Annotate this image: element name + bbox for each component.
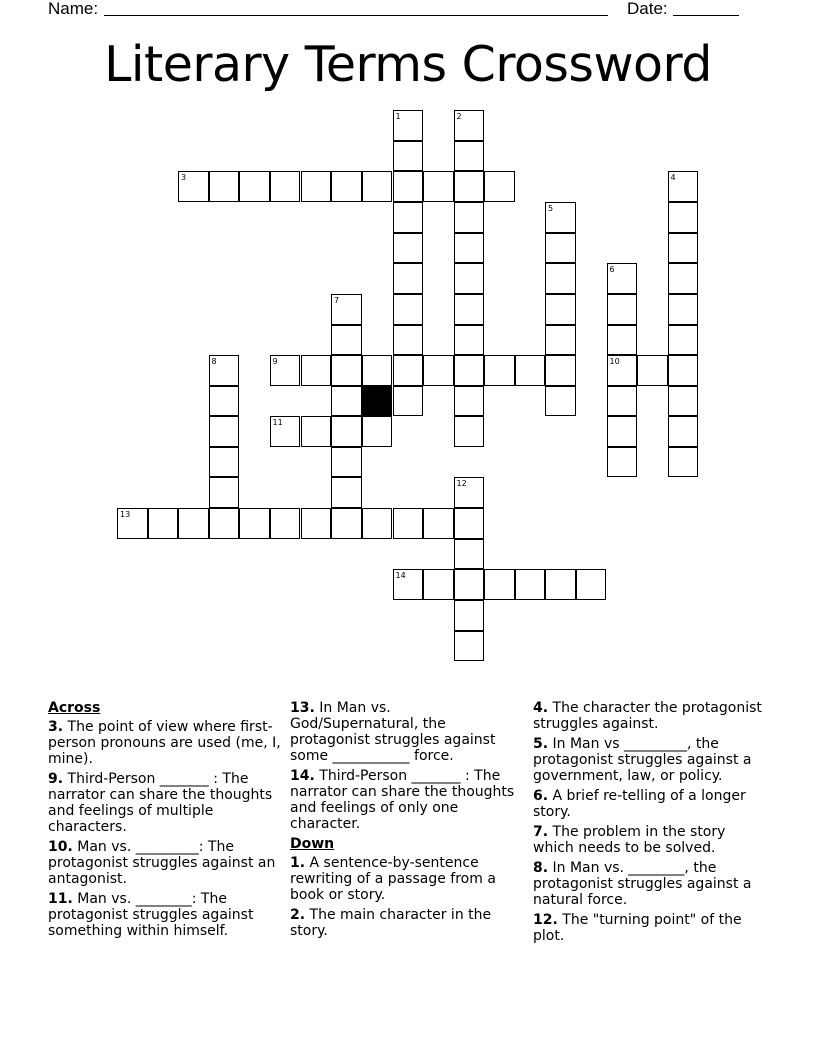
grid-cell[interactable] bbox=[545, 569, 576, 600]
grid-cell[interactable] bbox=[515, 355, 546, 386]
grid-cell[interactable] bbox=[454, 233, 485, 264]
clue-text: Man vs. ________: The protagonist struggles against something within himself. bbox=[48, 891, 254, 939]
grid-cell[interactable] bbox=[545, 263, 576, 294]
clue-number: 5 bbox=[548, 204, 554, 213]
clues-column-1 bbox=[48, 700, 284, 943]
clue-num: 1. bbox=[290, 855, 306, 871]
clue-num: 3. bbox=[48, 719, 64, 735]
grid-cell[interactable] bbox=[331, 416, 362, 447]
clue-text: Third-Person _______ : The narrator can share the thoughts and feelings of multiple characters. bbox=[48, 771, 273, 835]
clues-column-2 bbox=[290, 700, 518, 943]
grid-cell[interactable] bbox=[393, 294, 424, 325]
across-clue bbox=[48, 771, 284, 835]
grid-cell[interactable] bbox=[454, 508, 485, 539]
grid-cell[interactable] bbox=[270, 355, 301, 386]
grid-cell[interactable] bbox=[454, 416, 485, 447]
grid-cell[interactable] bbox=[454, 477, 485, 508]
grid-cell[interactable] bbox=[301, 508, 332, 539]
grid-cell[interactable] bbox=[239, 171, 270, 202]
clue-num: 10. bbox=[48, 839, 73, 855]
grid-cell[interactable] bbox=[454, 294, 485, 325]
grid-cell[interactable] bbox=[607, 263, 638, 294]
across-clue bbox=[48, 891, 284, 939]
grid-cell[interactable] bbox=[545, 294, 576, 325]
grid-cell[interactable] bbox=[607, 386, 638, 417]
clue-text: A brief re-telling of a longer story. bbox=[533, 788, 746, 820]
grid-cell[interactable] bbox=[209, 386, 240, 417]
clue-num: 8. bbox=[533, 860, 549, 876]
grid-cell[interactable] bbox=[515, 569, 546, 600]
grid-cell[interactable] bbox=[454, 569, 485, 600]
grid-cell[interactable] bbox=[668, 294, 699, 325]
grid-cell[interactable] bbox=[545, 386, 576, 417]
clue-number: 10 bbox=[609, 357, 620, 366]
clue-num: 11. bbox=[48, 891, 73, 907]
grid-cell[interactable] bbox=[668, 263, 699, 294]
down-clue bbox=[533, 824, 769, 856]
grid-cell[interactable] bbox=[117, 508, 148, 539]
grid-cell[interactable] bbox=[331, 325, 362, 356]
down-heading: Down bbox=[290, 836, 335, 852]
grid-cell[interactable] bbox=[270, 416, 301, 447]
clue-num: 2. bbox=[290, 907, 306, 923]
grid-cell[interactable] bbox=[423, 569, 454, 600]
clue-num: 5. bbox=[533, 736, 549, 752]
grid-cell[interactable] bbox=[393, 171, 424, 202]
grid-cell[interactable] bbox=[607, 294, 638, 325]
grid-cell[interactable] bbox=[668, 171, 699, 202]
grid-cell[interactable] bbox=[454, 386, 485, 417]
across-clue bbox=[290, 768, 518, 832]
grid-cell[interactable] bbox=[209, 416, 240, 447]
grid-cell[interactable] bbox=[362, 355, 393, 386]
grid-cell[interactable] bbox=[668, 355, 699, 386]
grid-cell[interactable] bbox=[178, 508, 209, 539]
grid-cell[interactable] bbox=[331, 171, 362, 202]
grid-cell[interactable] bbox=[454, 355, 485, 386]
down-clue bbox=[533, 788, 769, 820]
clue-num: 13. bbox=[290, 700, 315, 716]
clue-text: A sentence-by-sentence rewriting of a passage from a book or story. bbox=[290, 855, 496, 903]
clue-text: The main character in the story. bbox=[290, 907, 492, 939]
clue-number: 4 bbox=[670, 173, 676, 182]
down-clue bbox=[533, 860, 769, 908]
grid-cell[interactable] bbox=[454, 539, 485, 570]
grid-cell[interactable] bbox=[301, 416, 332, 447]
grid-cell[interactable] bbox=[209, 171, 240, 202]
grid-cell[interactable] bbox=[607, 355, 638, 386]
grid-cell[interactable] bbox=[484, 171, 515, 202]
grid-cell[interactable] bbox=[331, 477, 362, 508]
grid-cell[interactable] bbox=[668, 233, 699, 264]
grid-cell[interactable] bbox=[454, 110, 485, 141]
clue-text: Man vs. _________: The protagonist struggles against an antagonist. bbox=[48, 839, 276, 887]
across-clue bbox=[48, 839, 284, 887]
clue-number: 1 bbox=[395, 112, 401, 121]
grid-cell[interactable] bbox=[454, 325, 485, 356]
clue-number: 2 bbox=[456, 112, 462, 121]
grid-cell[interactable] bbox=[301, 171, 332, 202]
down-clue bbox=[533, 736, 769, 784]
grid-cell[interactable] bbox=[423, 355, 454, 386]
grid-cell[interactable] bbox=[484, 355, 515, 386]
name-label: Name: bbox=[48, 0, 99, 18]
grid-cell[interactable] bbox=[607, 447, 638, 478]
grid-cell[interactable] bbox=[454, 600, 485, 631]
grid-cell[interactable] bbox=[454, 141, 485, 172]
clue-text: The problem in the story which needs to be solved. bbox=[533, 824, 726, 856]
clue-number: 13 bbox=[120, 510, 131, 519]
clue-number: 9 bbox=[272, 357, 278, 366]
clue-number: 6 bbox=[609, 265, 615, 274]
grid-cell[interactable] bbox=[668, 416, 699, 447]
grid-cell[interactable] bbox=[331, 447, 362, 478]
down-clue bbox=[533, 700, 769, 732]
clue-text: Third-Person _______ : The narrator can share the thoughts and feelings of only one character. bbox=[290, 768, 515, 832]
clue-num: 12. bbox=[533, 912, 558, 928]
grid-cell[interactable] bbox=[576, 569, 607, 600]
grid-cell[interactable] bbox=[239, 508, 270, 539]
grid-cell[interactable] bbox=[545, 233, 576, 264]
grid-cell[interactable] bbox=[393, 141, 424, 172]
grid-cell[interactable] bbox=[270, 508, 301, 539]
grid-cell[interactable] bbox=[393, 110, 424, 141]
clue-text: The "turning point" of the plot. bbox=[533, 912, 742, 944]
down-clue bbox=[290, 907, 518, 939]
grid-cell[interactable] bbox=[668, 325, 699, 356]
grid-cell[interactable] bbox=[331, 508, 362, 539]
grid-cell[interactable] bbox=[209, 508, 240, 539]
grid-cell[interactable] bbox=[393, 233, 424, 264]
clue-number: 14 bbox=[395, 571, 406, 580]
grid-cell[interactable] bbox=[178, 171, 209, 202]
grid-cell[interactable] bbox=[668, 447, 699, 478]
across-clue bbox=[290, 700, 518, 764]
grid-cell[interactable] bbox=[362, 171, 393, 202]
grid-cell[interactable] bbox=[362, 416, 393, 447]
grid-cell[interactable] bbox=[545, 355, 576, 386]
clue-num: 14. bbox=[290, 768, 315, 784]
grid-cell[interactable] bbox=[668, 386, 699, 417]
grid-cell[interactable] bbox=[454, 631, 485, 662]
clue-text: The character the protagonist struggles against. bbox=[533, 700, 762, 732]
grid-cell[interactable] bbox=[607, 325, 638, 356]
grid-cell[interactable] bbox=[331, 294, 362, 325]
clues-column-3 bbox=[533, 700, 769, 948]
grid-cell[interactable] bbox=[393, 202, 424, 233]
grid-cell[interactable] bbox=[393, 355, 424, 386]
page-title: Literary Terms Crossword bbox=[104, 36, 712, 93]
grid-cell[interactable] bbox=[209, 477, 240, 508]
grid-cell[interactable] bbox=[393, 508, 424, 539]
clue-text: In Man vs. ________, the protagonist struggles against a natural force. bbox=[533, 860, 752, 908]
clue-number: 7 bbox=[334, 296, 340, 305]
grid-cell[interactable] bbox=[393, 386, 424, 417]
grid-cell[interactable] bbox=[545, 325, 576, 356]
clue-num: 4. bbox=[533, 700, 549, 716]
black-square bbox=[362, 386, 393, 417]
clue-number: 11 bbox=[272, 418, 283, 427]
grid-cell[interactable] bbox=[209, 447, 240, 478]
clue-number: 12 bbox=[456, 479, 467, 488]
grid-cell[interactable] bbox=[331, 386, 362, 417]
grid-cell[interactable] bbox=[362, 508, 393, 539]
grid-cell[interactable] bbox=[607, 416, 638, 447]
grid-cell[interactable] bbox=[484, 569, 515, 600]
down-clue bbox=[290, 855, 518, 903]
grid-cell[interactable] bbox=[668, 202, 699, 233]
grid-cell[interactable] bbox=[331, 355, 362, 386]
clue-num: 6. bbox=[533, 788, 549, 804]
clue-num: 7. bbox=[533, 824, 549, 840]
clue-text: In Man vs _________, the protagonist struggles against a government, law, or policy. bbox=[533, 736, 752, 784]
grid-cell[interactable] bbox=[454, 171, 485, 202]
down-clue bbox=[533, 912, 769, 944]
clue-num: 9. bbox=[48, 771, 64, 787]
grid-cell[interactable] bbox=[423, 171, 454, 202]
grid-cell[interactable] bbox=[270, 171, 301, 202]
grid-cell[interactable] bbox=[393, 263, 424, 294]
clue-text: The point of view where first-person pronouns are used (me, I, mine). bbox=[48, 719, 281, 767]
grid-cell[interactable] bbox=[301, 355, 332, 386]
grid-cell[interactable] bbox=[454, 202, 485, 233]
grid-cell[interactable] bbox=[393, 325, 424, 356]
grid-cell[interactable] bbox=[545, 202, 576, 233]
date-label: Date: bbox=[627, 0, 668, 18]
grid-cell[interactable] bbox=[637, 355, 668, 386]
clue-number: 8 bbox=[211, 357, 217, 366]
clue-text: In Man vs. God/Supernatural, the protagonist struggles against some ___________ force. bbox=[290, 700, 496, 764]
clue-number: 3 bbox=[181, 173, 187, 182]
across-heading: Across bbox=[48, 700, 101, 716]
grid-cell[interactable] bbox=[423, 508, 454, 539]
grid-cell[interactable] bbox=[393, 569, 424, 600]
grid-cell[interactable] bbox=[209, 355, 240, 386]
grid-cell[interactable] bbox=[148, 508, 179, 539]
across-clue bbox=[48, 719, 284, 767]
grid-cell[interactable] bbox=[454, 263, 485, 294]
